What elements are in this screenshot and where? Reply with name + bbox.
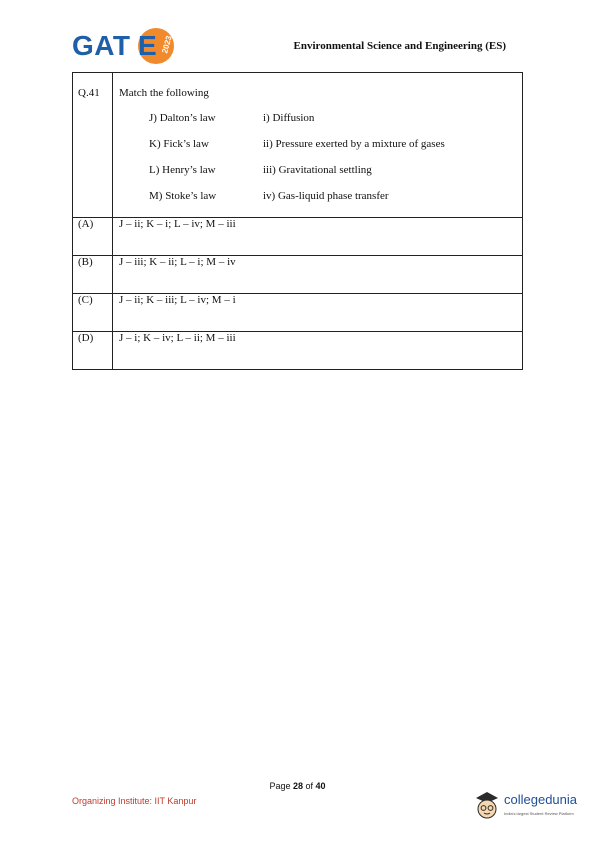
option-row-a[interactable] — [73, 218, 523, 256]
match-left: M) Stoke’s law — [149, 190, 217, 202]
gate-logo — [72, 26, 182, 70]
question-table — [72, 72, 523, 370]
paper-title: Environmental Science and Engineering (ES) — [293, 40, 506, 52]
option-text: J – iii; K – ii; L – i; M – iv — [113, 256, 523, 294]
match-pair — [149, 131, 522, 157]
option-label: (B) — [73, 256, 113, 294]
match-left: K) Fick’s law — [149, 138, 209, 150]
option-row-c[interactable] — [73, 294, 523, 332]
brand-name: collegedunia — [504, 792, 578, 807]
gate-logo-text: GAT — [72, 30, 131, 61]
match-left: L) Henry’s law — [149, 164, 216, 176]
match-pair — [149, 183, 522, 209]
option-text: J – i; K – iv; L – ii; M – iii — [113, 332, 523, 370]
organizing-institute: Organizing Institute: IIT Kanpur — [72, 796, 197, 806]
option-row-b[interactable] — [73, 256, 523, 294]
page-of: of — [305, 781, 314, 791]
match-pair — [149, 105, 522, 131]
match-pair — [149, 157, 522, 183]
question-body — [113, 73, 523, 218]
option-label: (C) — [73, 294, 113, 332]
page-prefix: Page — [269, 781, 291, 791]
page-total: 40 — [315, 781, 326, 791]
mascot-icon — [474, 790, 500, 822]
option-text: J – ii; K – i; L – iv; M – iii — [113, 218, 523, 256]
match-right: i) Diffusion — [263, 112, 315, 124]
question-number: Q.41 — [73, 73, 113, 218]
match-right: iii) Gravitational settling — [263, 164, 372, 176]
option-label: (A) — [73, 218, 113, 256]
brand-tagline: India's largest Student Review Platform — [504, 811, 574, 816]
collegedunia-logo — [474, 790, 594, 826]
option-row-d[interactable] — [73, 332, 523, 370]
page-current: 28 — [292, 781, 303, 791]
match-right: ii) Pressure exerted by a mixture of gases — [263, 138, 445, 150]
gate-logo-e: E — [138, 30, 157, 61]
match-list — [149, 105, 522, 209]
match-right: iv) Gas-liquid phase transfer — [263, 190, 389, 202]
question-prompt: Match the following — [119, 87, 209, 99]
gate-logo-year: 2023 — [160, 34, 174, 55]
match-left: J) Dalton’s law — [149, 112, 216, 124]
question-row — [73, 73, 523, 218]
option-text: J – ii; K – iii; L – iv; M – i — [113, 294, 523, 332]
option-label: (D) — [73, 332, 113, 370]
